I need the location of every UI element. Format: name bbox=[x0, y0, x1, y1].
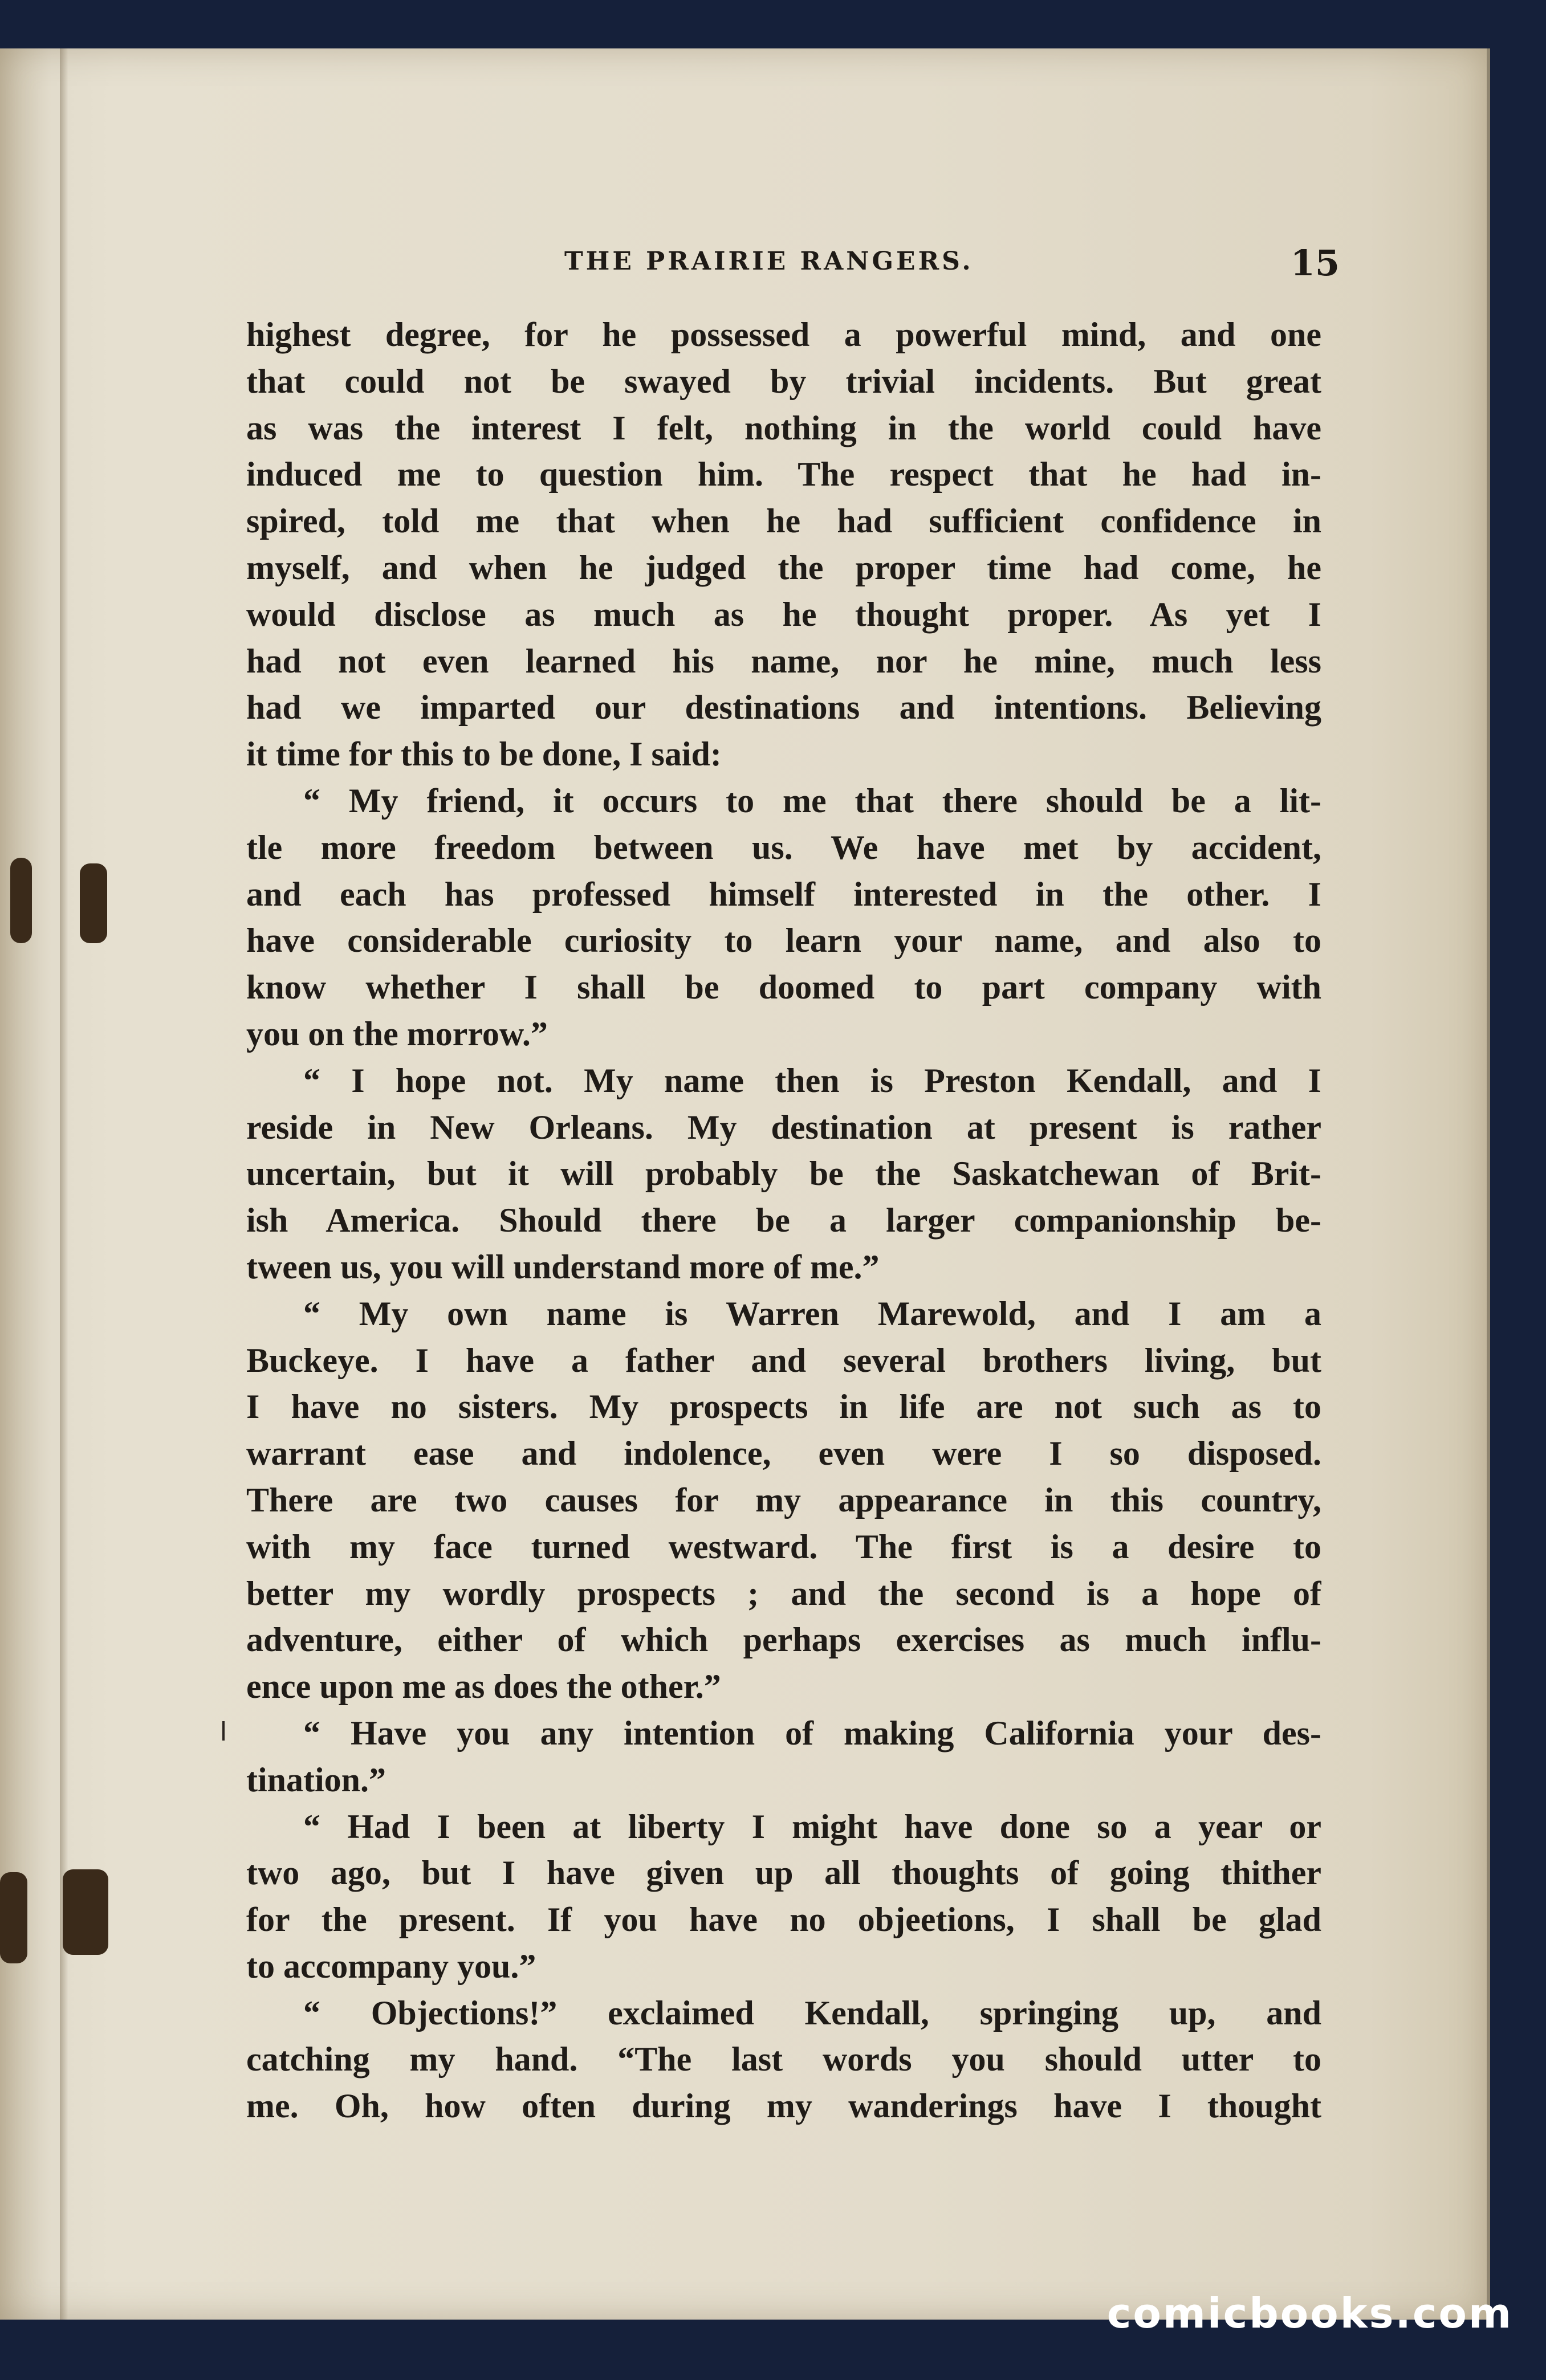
binding-stitch-upper-right bbox=[80, 863, 107, 943]
text-line: adventure, either of which perhaps exercises as much influ- bbox=[246, 1621, 1321, 1659]
binding-stitch-lower-left bbox=[0, 1872, 27, 1963]
text-line: that could not be swayed by trivial incidents. But great bbox=[246, 362, 1321, 400]
text-line: “ Have you any intention of making California your des- bbox=[303, 1714, 1321, 1752]
text-line: two ago, but I have given up all thoughts of going thither bbox=[246, 1854, 1321, 1892]
text-line: tween us, you will understand more of me.” bbox=[246, 1248, 880, 1286]
text-line: uncertain, but it will probably be the Saskatchewan of Brit- bbox=[246, 1155, 1321, 1193]
text-line: had not even learned his name, nor he mine, much less bbox=[246, 642, 1321, 680]
text-line: ence upon me as does the other.” bbox=[246, 1668, 721, 1706]
text-line: it time for this to be done, I said: bbox=[246, 735, 722, 773]
text-line: with my face turned westward. The first is a desire to bbox=[246, 1527, 1321, 1566]
margin-mark bbox=[222, 1721, 225, 1741]
text-line: “ I hope not. My name then is Preston Kendall, and I bbox=[303, 1061, 1321, 1099]
text-line: for the present. If you have no objeetions, I shall be glad bbox=[246, 1901, 1321, 1939]
text-line: have considerable curiosity to learn your name, and also to bbox=[246, 922, 1321, 960]
text-line: spired, told me that when he had sufficient confidence in bbox=[246, 502, 1321, 540]
text-line: myself, and when he judged the proper time had come, he bbox=[246, 548, 1321, 586]
text-line: and each has professed himself interested in the other. I bbox=[246, 875, 1321, 913]
binding-stitch-lower-right bbox=[63, 1869, 108, 1955]
text-line: I have no sisters. My prospects in life are not such as to bbox=[246, 1388, 1321, 1426]
text-line: me. Oh, how often during my wanderings have I thought bbox=[246, 2087, 1321, 2125]
text-line: ish America. Should there be a larger companionship be- bbox=[246, 1201, 1321, 1240]
running-head-title: THE PRAIRIE RANGERS. bbox=[564, 247, 974, 276]
text-line: better my wordly prospects ; and the second is a hope of bbox=[246, 1574, 1321, 1612]
text-line: “ My friend, it occurs to me that there should be a lit- bbox=[303, 781, 1321, 820]
page-number: 15 bbox=[1290, 242, 1340, 284]
text-line: to accompany you.” bbox=[246, 1947, 536, 1985]
text-line: induced me to question him. The respect that he had in- bbox=[246, 455, 1321, 494]
text-line: would disclose as much as he thought proper. As yet I bbox=[246, 595, 1321, 633]
text-line: tle more freedom between us. We have met by accident, bbox=[246, 828, 1321, 866]
text-line: as was the interest I felt, nothing in the world could have bbox=[246, 409, 1321, 447]
text-line: highest degree, for he possessed a powerful mind, and one bbox=[246, 316, 1321, 353]
text-line: “ Objections!” exclaimed Kendall, springing up, and bbox=[303, 1994, 1321, 2032]
text-line: “ Had I been at liberty I might have done so a year or bbox=[303, 1807, 1321, 1845]
text-line: reside in New Orleans. My destination at present is rather bbox=[246, 1108, 1321, 1146]
running-head bbox=[245, 242, 1340, 282]
text-line: There are two causes for my appearance in this country, bbox=[246, 1481, 1321, 1519]
text-line: Buckeye. I have a father and several brothers living, but bbox=[246, 1341, 1321, 1379]
body-text bbox=[246, 312, 1321, 2130]
binding-stitch-upper-left bbox=[10, 858, 32, 943]
text-line: catching my hand. “The last words you should utter to bbox=[246, 2040, 1321, 2079]
text-line: you on the morrow.” bbox=[246, 1014, 548, 1053]
text-line: tination.” bbox=[246, 1760, 386, 1799]
text-line: warrant ease and indolence, even were I so disposed. bbox=[246, 1434, 1321, 1473]
text-line: know whether I shall be doomed to part company with bbox=[246, 968, 1321, 1006]
text-line: had we imparted our destinations and intentions. Believing bbox=[246, 688, 1321, 727]
page-binding-edge bbox=[60, 48, 68, 2320]
text-line: “ My own name is Warren Marewold, and I am a bbox=[303, 1294, 1321, 1332]
site-watermark: comicbooks.com bbox=[1106, 2289, 1513, 2337]
